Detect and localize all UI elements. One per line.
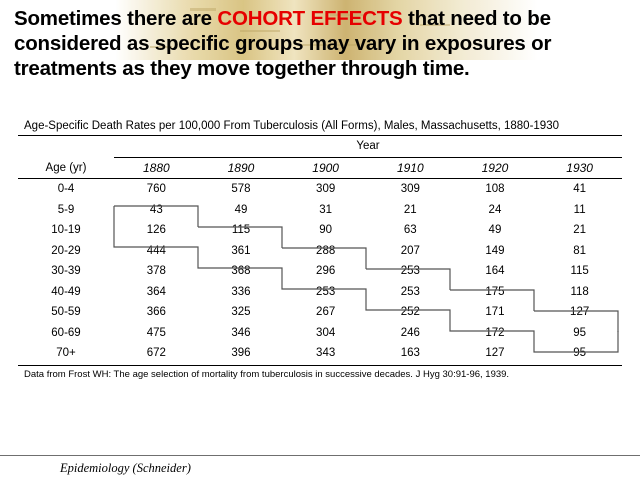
rate-cell: 368 <box>231 265 251 278</box>
row-age-label: 30-39 <box>51 265 81 278</box>
rate-cell: 24 <box>488 203 502 216</box>
rate-cell: 475 <box>146 326 166 339</box>
page-title <box>14 6 632 81</box>
rate-cell: 49 <box>488 224 502 237</box>
rate-cell: 364 <box>146 285 166 298</box>
row-age-label: 50-59 <box>51 306 81 319</box>
rate-cell: 253 <box>400 285 420 298</box>
table-title: Age-Specific Death Rates per 100,000 From Tuberculosis (All Forms), Males, Massachusetts, 1880-1930 <box>18 118 622 136</box>
row-age-label: 40-49 <box>51 285 81 298</box>
table-row <box>18 282 622 303</box>
rate-cell: 336 <box>231 285 251 298</box>
table-row <box>18 220 622 241</box>
rate-cell: 296 <box>316 265 336 278</box>
footer-label: Epidemiology (Schneider) <box>60 461 191 475</box>
rate-cell: 41 <box>573 183 587 196</box>
rate-cell: 172 <box>485 326 505 339</box>
headline-highlight: COHORT EFFECTS <box>217 7 403 30</box>
column-header-1910: 1910 <box>368 157 453 179</box>
rate-cell: 21 <box>403 203 417 216</box>
rate-cell: 49 <box>234 203 248 216</box>
group-header-spacer <box>18 136 114 157</box>
rate-cell: 175 <box>485 285 505 298</box>
rate-cell: 309 <box>316 183 336 196</box>
row-age-label: 70+ <box>56 347 76 360</box>
rate-cell: 90 <box>319 224 333 237</box>
table-row <box>18 323 622 344</box>
rate-cell: 43 <box>149 203 163 216</box>
rate-cell: 252 <box>400 306 420 319</box>
table-body <box>18 179 622 364</box>
rate-cell: 118 <box>570 285 589 298</box>
row-age-label: 60-69 <box>51 326 81 339</box>
rate-cell: 95 <box>573 326 587 339</box>
rate-cell: 163 <box>400 347 420 360</box>
rate-cell: 309 <box>400 183 420 196</box>
table-row <box>18 343 622 364</box>
column-header-1930: 1930 <box>537 157 622 179</box>
table-column-header-row <box>18 157 622 179</box>
rate-cell: 288 <box>316 244 336 257</box>
table-row <box>18 241 622 262</box>
headline-text-part1: Sometimes there are <box>14 7 218 30</box>
rate-cell: 304 <box>316 326 336 339</box>
rate-cell: 149 <box>485 244 505 257</box>
rate-cell: 108 <box>485 183 505 196</box>
rate-cell: 171 <box>485 306 505 319</box>
rate-cell: 361 <box>231 244 251 257</box>
rate-cell: 115 <box>570 265 589 278</box>
rate-cell: 378 <box>146 265 166 278</box>
age-specific-death-rates-table <box>18 136 622 364</box>
rate-cell: 31 <box>319 203 333 216</box>
rate-cell: 396 <box>231 347 251 360</box>
rate-cell: 63 <box>403 224 417 237</box>
rate-cell: 444 <box>146 244 166 257</box>
rates-table-panel <box>18 118 622 428</box>
headline-text-part2: that need to be considered as specific groups may vary in exposures or treatments as they move together through time. <box>14 7 552 80</box>
rate-cell: 578 <box>231 183 251 196</box>
footer-divider <box>0 455 640 456</box>
rate-cell: 95 <box>573 347 587 360</box>
rate-cell: 127 <box>570 306 590 319</box>
table-group-header-row <box>18 136 622 157</box>
table-row <box>18 261 622 282</box>
column-header-1880: 1880 <box>114 157 199 179</box>
table-row <box>18 302 622 323</box>
rate-cell: 164 <box>485 265 505 278</box>
rate-cell: 126 <box>146 224 166 237</box>
table-row <box>18 179 622 200</box>
rate-cell: 672 <box>146 347 166 360</box>
row-age-label: 20-29 <box>51 244 81 257</box>
column-header-1920: 1920 <box>453 157 538 179</box>
rate-cell: 81 <box>573 244 587 257</box>
rate-cell: 325 <box>231 306 251 319</box>
rate-cell: 760 <box>146 183 166 196</box>
column-header-1890: 1890 <box>199 157 284 179</box>
rate-cell: 343 <box>316 347 336 360</box>
table-row <box>18 200 622 221</box>
rate-cell: 346 <box>231 326 251 339</box>
rate-cell: 21 <box>573 224 587 237</box>
column-header-1900: 1900 <box>283 157 368 179</box>
rate-cell: 246 <box>400 326 420 339</box>
row-age-label: 5-9 <box>57 203 75 216</box>
row-age-label: 0-4 <box>57 183 75 196</box>
rate-cell: 127 <box>485 347 505 360</box>
rate-cell: 366 <box>146 306 166 319</box>
table-footnote: Data from Frost WH: The age selection of mortality from tuberculosis in successive decades. J Hyg 30:91-96, 1939. <box>18 365 622 380</box>
group-header-year: Year <box>114 136 622 157</box>
rate-cell: 11 <box>573 203 586 216</box>
rate-cell: 207 <box>400 244 420 257</box>
rate-cell: 267 <box>316 306 336 319</box>
rate-cell: 253 <box>400 265 420 278</box>
rate-cell: 253 <box>316 285 336 298</box>
column-header-age: Age (yr) <box>18 157 114 179</box>
row-age-label: 10-19 <box>51 224 81 237</box>
rate-cell: 115 <box>231 224 251 237</box>
